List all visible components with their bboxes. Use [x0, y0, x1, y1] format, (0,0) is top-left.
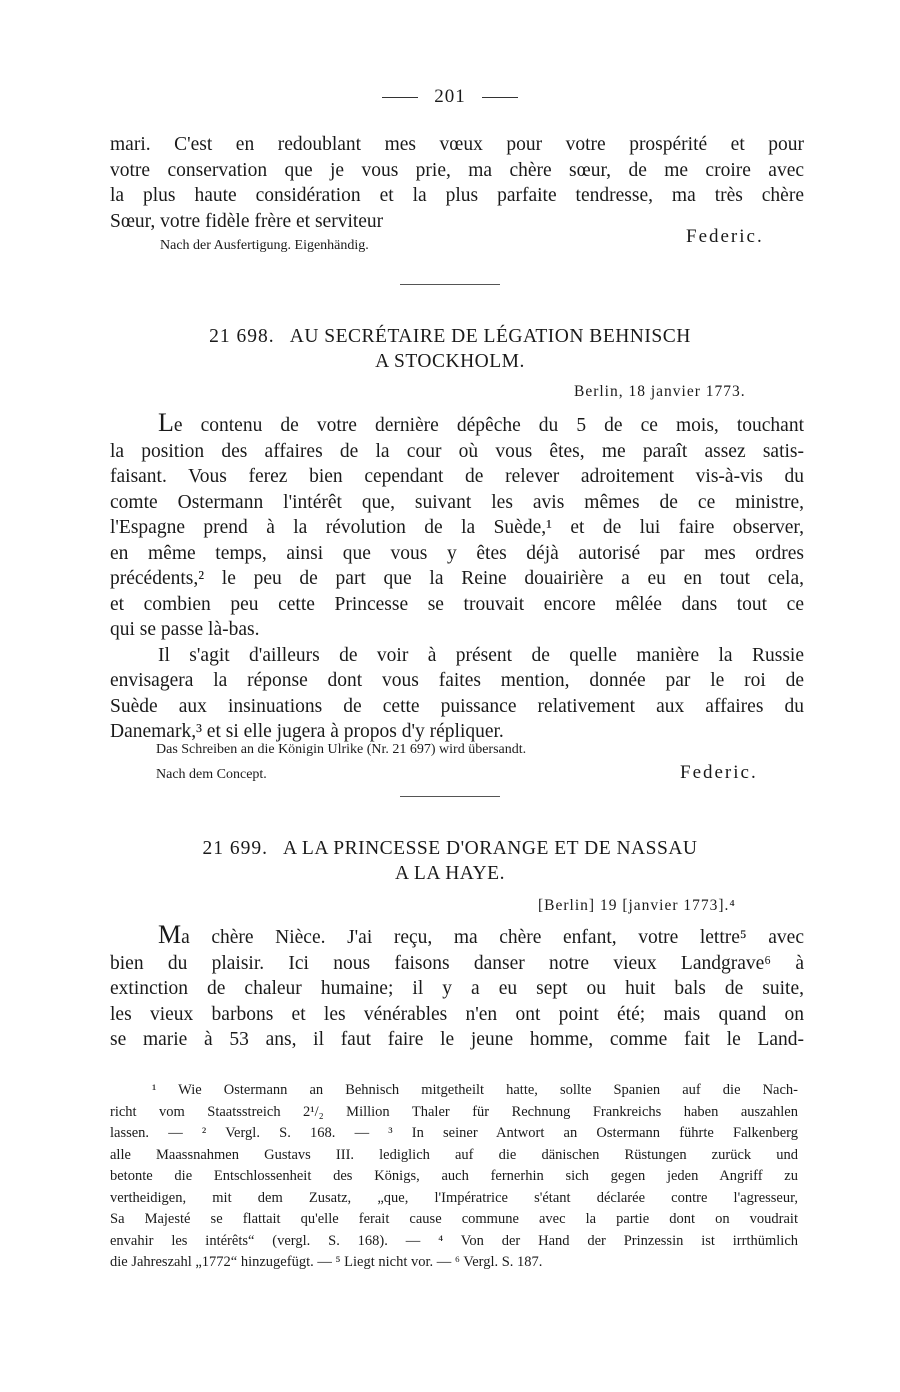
text-line: Danemark,³ et si elle jugera à propos d'y répliquer. [110, 721, 504, 742]
section-divider [400, 284, 500, 285]
source-note: Nach dem Concept. [156, 767, 267, 782]
footnote-line: betonte die Entschlossenheit des Königs, auch fernerhin sich gegen jeden Angriff zu [110, 1168, 798, 1184]
text-span: e contenu de votre dernière dépêche du 5 de ce mois, touchant [173, 415, 804, 436]
text-line [110, 410, 804, 439]
initial-letter: L [158, 408, 174, 437]
letter-body [110, 922, 804, 1053]
text-line: envisagera la réponse dont vous faites mention, donnée par le roi de [110, 670, 804, 691]
text-line: la plus haute considération et la plus parfaite tendresse, ma très chère [110, 185, 804, 206]
letter-heading [0, 326, 900, 348]
footnote-line: lassen. — ² Vergl. S. 168. — ³ In seiner Antwort an Ostermann führte Falkenberg [110, 1125, 798, 1141]
enclosure-note: Das Schreiben an die Königin Ulrike (Nr. 21 697) wird übersandt. [156, 742, 527, 757]
letter-heading-line2: A LA HAYE. [395, 863, 505, 884]
footnote-line: envahir les intérêts“ (vergl. S. 168). — ⁴ Von der Hand der Prinzessin ist irrthümlich [110, 1232, 798, 1249]
footnote-line: die Jahreszahl „1772“ hinzugefügt. — ⁵ Liegt nicht vor. — ⁶ Vergl. S. 187. [110, 1254, 543, 1270]
dateline: [Berlin] 19 [janvier 1773].⁴ [538, 897, 736, 914]
letter-heading-line2: A STOCKHOLM. [375, 351, 525, 372]
text-line: les vieux barbons et les vénérables n'en ont point été; mais quand on [110, 1003, 804, 1025]
dateline: Berlin, 18 janvier 1773. [574, 383, 746, 400]
initial-letter: M [158, 920, 182, 949]
text-line: et combien peu cette Princesse se trouvait encore mêlée dans tout ce [110, 593, 804, 615]
text-line: qui se passe là-bas. [110, 619, 260, 640]
text-line: extinction de chaleur humaine; il y a eu sept ou huit bals de suite, [110, 978, 804, 999]
footnote-line: Sa Majesté se flattait qu'elle ferait cause commune avec la partie dont on voudrait [110, 1211, 798, 1227]
text-line: se marie à 53 ans, il faut faire le jeune homme, comme fait le Land- [110, 1029, 804, 1050]
footnote-line: alle Maassnahmen Gustavs III. lediglich auf die dänischen Rüstungen zurück und [110, 1146, 798, 1163]
text-line [110, 922, 804, 951]
footnotes [110, 1080, 798, 1274]
text-line: Il s'agit d'ailleurs de voir à présent de quelle manière la Russie [158, 644, 804, 666]
header-rule-right [482, 97, 518, 98]
signature: Federic. [686, 226, 764, 247]
footnote-line: ¹ Wie Ostermann an Behnisch mitgetheilt hatte, sollte Spanien auf die Nach- [152, 1082, 798, 1098]
text-line: mari. C'est en redoublant mes vœux pour votre prospérité et pour [110, 134, 804, 155]
text-line: comte Ostermann l'intérêt que, suivant les avis mêmes de ce ministre, [110, 491, 804, 513]
text-line: la position des affaires de la cour où vous êtes, me paraît assez satis- [110, 440, 804, 462]
page-header [0, 86, 900, 108]
signature: Federic. [680, 762, 758, 783]
letter-number: 21 699. [202, 838, 268, 859]
page-number: 201 [434, 86, 466, 107]
text-line: votre conservation que je vous prie, ma chère sœur, de me croire avec [110, 159, 804, 181]
text-line: faisant. Vous ferez bien cependant de relever adroitement vis-à-vis du [110, 466, 804, 487]
letter-title: AU SECRÉTAIRE DE LÉGATION BEHNISCH [289, 326, 691, 347]
text-line: en même temps, ainsi que vous y êtes déjà autorisé par mes ordres [110, 542, 804, 564]
text-line: Sœur, votre fidèle frère et serviteur [110, 210, 384, 232]
text-line: précédents,² le peu de part que la Reine douairière a eu en tout cela, [110, 568, 804, 589]
header-rule-left [382, 97, 418, 98]
letter-tail-body [110, 132, 804, 234]
letter-body [110, 410, 804, 745]
text-line: l'Espagne prend à la révolution de la Suède,¹ et de lui faire observer, [110, 517, 804, 538]
letter-heading [0, 838, 900, 860]
text-line: bien du plaisir. Ici nous faisons danser notre vieux Landgrave⁶ à [110, 952, 804, 974]
footnote-line: richt vom Staatsstreich 2¹/₂ Million Thaler für Rechnung Frankreichs haben auszahlen [110, 1103, 798, 1120]
source-note: Nach der Ausfertigung. Eigenhändig. [160, 238, 369, 253]
letter-number: 21 698. [209, 326, 275, 347]
letter-title: A LA PRINCESSE D'ORANGE ET DE NASSAU [283, 838, 698, 859]
text-line: Suède aux insinuations de cette puissance relativement aux affaires du [110, 695, 804, 717]
footnote-line: vertheidigen, mit dem Zusatz, „que, l'Impératrice s'étant déclarée contre l'agresseur, [110, 1189, 798, 1206]
text-span: a chère Nièce. J'ai reçu, ma chère enfant, votre lettre⁵ avec [181, 927, 804, 948]
section-divider [400, 796, 500, 797]
